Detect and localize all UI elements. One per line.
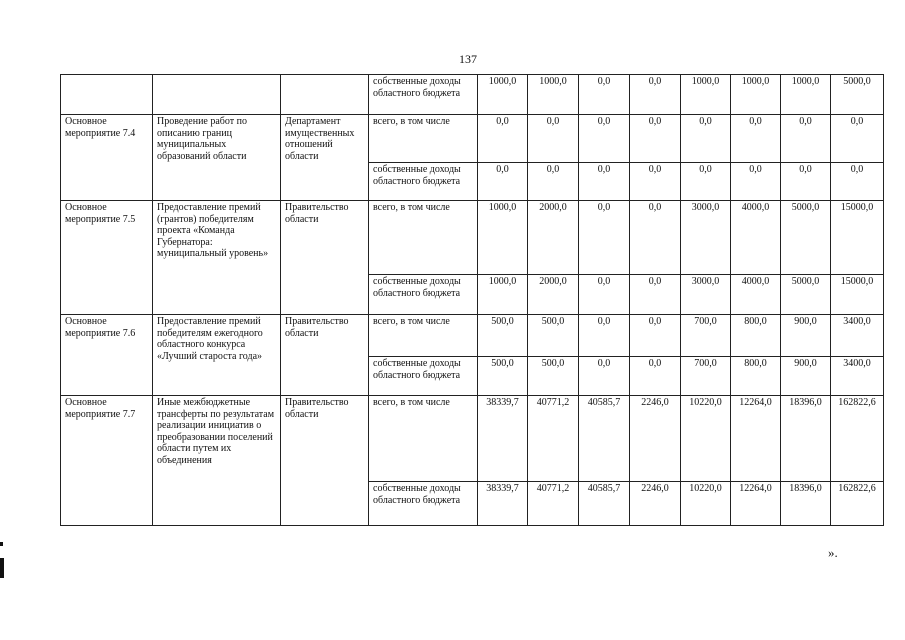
amount-cell: 1000,0 (478, 201, 528, 275)
amount-cell: 40771,2 (528, 396, 579, 482)
amount-cell: 0,0 (681, 163, 731, 201)
amount-cell: 0,0 (579, 357, 630, 396)
amount-cell: 5000,0 (781, 201, 831, 275)
amount-cell: 0,0 (630, 201, 681, 275)
amount-cell: 0,0 (528, 163, 579, 201)
budget-table (60, 74, 884, 526)
amount-cell: 0,0 (630, 75, 681, 115)
amount-cell: 2246,0 (630, 482, 681, 526)
amount-cell: 40771,2 (528, 482, 579, 526)
amount-cell: 0,0 (579, 115, 630, 163)
funding-source-cell: всего, в том числе (369, 315, 478, 357)
funding-source-cell: собственные доходы областного бюджета (369, 275, 478, 315)
amount-cell: 0,0 (731, 163, 781, 201)
amount-cell: 1000,0 (781, 75, 831, 115)
amount-cell: 500,0 (528, 357, 579, 396)
amount-cell: 700,0 (681, 357, 731, 396)
amount-cell: 4000,0 (731, 275, 781, 315)
executor-cell: Департамент имущественных отношений области (281, 115, 369, 201)
executor-cell (281, 75, 369, 115)
amount-cell: 162822,6 (831, 396, 884, 482)
event-cell: Основное мероприятие 7.6 (61, 315, 153, 396)
amount-cell: 0,0 (478, 163, 528, 201)
table-row (61, 396, 884, 482)
amount-cell: 0,0 (630, 275, 681, 315)
amount-cell: 18396,0 (781, 482, 831, 526)
amount-cell: 18396,0 (781, 396, 831, 482)
amount-cell: 0,0 (630, 163, 681, 201)
amount-cell: 0,0 (528, 115, 579, 163)
scan-edge-mark (0, 542, 3, 546)
amount-cell: 0,0 (630, 315, 681, 357)
event-cell (61, 75, 153, 115)
amount-cell: 500,0 (528, 315, 579, 357)
event-cell: Основное мероприятие 7.5 (61, 201, 153, 315)
amount-cell: 0,0 (630, 115, 681, 163)
executor-cell: Правительство области (281, 315, 369, 396)
amount-cell: 38339,7 (478, 396, 528, 482)
table-row (61, 315, 884, 357)
amount-cell: 40585,7 (579, 396, 630, 482)
funding-source-cell: собственные доходы областного бюджета (369, 482, 478, 526)
funding-source-cell: собственные доходы областного бюджета (369, 357, 478, 396)
amount-cell: 0,0 (731, 115, 781, 163)
amount-cell: 1000,0 (731, 75, 781, 115)
amount-cell: 5000,0 (781, 275, 831, 315)
amount-cell: 38339,7 (478, 482, 528, 526)
amount-cell: 500,0 (478, 357, 528, 396)
amount-cell: 2000,0 (528, 275, 579, 315)
amount-cell: 1000,0 (681, 75, 731, 115)
table-row (61, 75, 884, 115)
event-name-cell: Иные межбюджетные трансферты по результатам реализации инициатив о преобразовании поселений области путем их объединения (153, 396, 281, 526)
amount-cell: 2246,0 (630, 396, 681, 482)
event-name-cell (153, 75, 281, 115)
amount-cell: 1000,0 (478, 75, 528, 115)
closing-quote-mark: ». (828, 545, 838, 560)
amount-cell: 3000,0 (681, 201, 731, 275)
amount-cell: 0,0 (781, 163, 831, 201)
amount-cell: 700,0 (681, 315, 731, 357)
amount-cell: 0,0 (579, 75, 630, 115)
amount-cell: 1000,0 (478, 275, 528, 315)
table-row (61, 115, 884, 163)
funding-source-cell: собственные доходы областного бюджета (369, 163, 478, 201)
amount-cell: 0,0 (579, 163, 630, 201)
event-name-cell: Предоставление премий (грантов) победителям проекта «Команда Губернатора: муниципальный уровень» (153, 201, 281, 315)
event-name-cell: Предоставление премий победителям ежегодного областного конкурса «Лучший староста года» (153, 315, 281, 396)
amount-cell: 0,0 (831, 163, 884, 201)
amount-cell: 40585,7 (579, 482, 630, 526)
amount-cell: 900,0 (781, 315, 831, 357)
amount-cell: 500,0 (478, 315, 528, 357)
amount-cell: 5000,0 (831, 75, 884, 115)
amount-cell: 3400,0 (831, 357, 884, 396)
amount-cell: 800,0 (731, 315, 781, 357)
event-name-cell: Проведение работ по описанию границ муниципальных образований области (153, 115, 281, 201)
amount-cell: 800,0 (731, 357, 781, 396)
amount-cell: 162822,6 (831, 482, 884, 526)
amount-cell: 15000,0 (831, 201, 884, 275)
amount-cell: 10220,0 (681, 482, 731, 526)
amount-cell: 0,0 (681, 115, 731, 163)
event-cell: Основное мероприятие 7.7 (61, 396, 153, 526)
amount-cell: 0,0 (781, 115, 831, 163)
amount-cell: 900,0 (781, 357, 831, 396)
funding-source-cell: собственные доходы областного бюджета (369, 75, 478, 115)
funding-source-cell: всего, в том числе (369, 201, 478, 275)
amount-cell: 3000,0 (681, 275, 731, 315)
amount-cell: 1000,0 (528, 75, 579, 115)
amount-cell: 0,0 (579, 201, 630, 275)
page-number: 137 (459, 52, 477, 66)
amount-cell: 12264,0 (731, 482, 781, 526)
amount-cell: 4000,0 (731, 201, 781, 275)
amount-cell: 0,0 (579, 275, 630, 315)
amount-cell: 15000,0 (831, 275, 884, 315)
amount-cell: 0,0 (831, 115, 884, 163)
executor-cell: Правительство области (281, 396, 369, 526)
table-row (61, 201, 884, 275)
executor-cell: Правительство области (281, 201, 369, 315)
amount-cell: 0,0 (579, 315, 630, 357)
scan-edge-mark (0, 558, 4, 578)
funding-source-cell: всего, в том числе (369, 115, 478, 163)
amount-cell: 0,0 (630, 357, 681, 396)
amount-cell: 3400,0 (831, 315, 884, 357)
amount-cell: 10220,0 (681, 396, 731, 482)
funding-source-cell: всего, в том числе (369, 396, 478, 482)
amount-cell: 2000,0 (528, 201, 579, 275)
event-cell: Основное мероприятие 7.4 (61, 115, 153, 201)
amount-cell: 0,0 (478, 115, 528, 163)
amount-cell: 12264,0 (731, 396, 781, 482)
